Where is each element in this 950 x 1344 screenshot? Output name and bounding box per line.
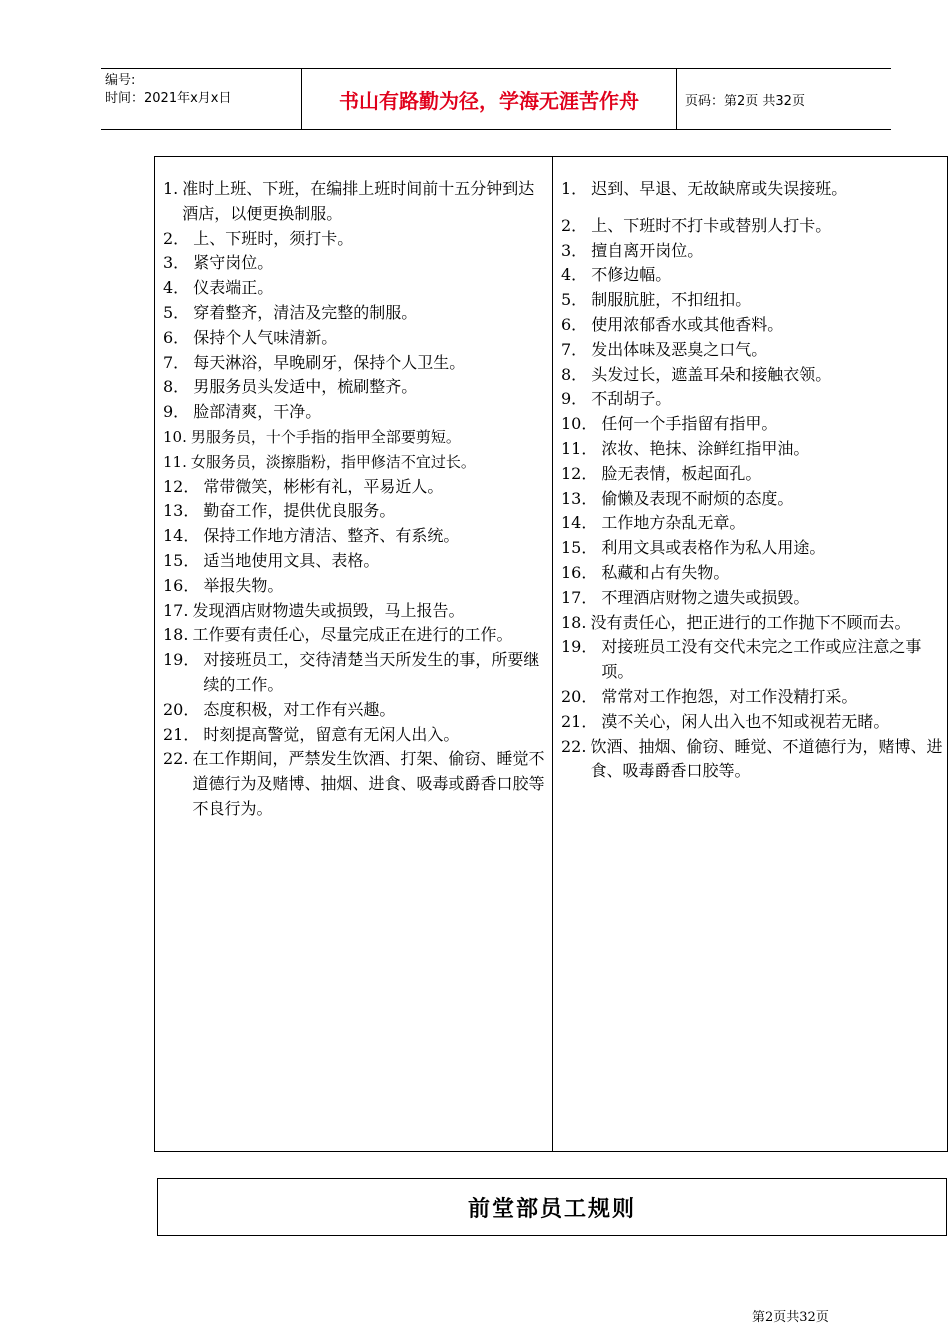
rule-number: 11.: [163, 452, 187, 471]
rule-item: [163, 301, 548, 326]
rule-number: 9．: [163, 402, 190, 422]
rule-text: 迟到、早退、无故缺席或失误接班。: [591, 179, 848, 198]
rule-number: 2．: [561, 215, 588, 235]
rule-text: 上、下班时不打卡或替别人打卡。: [591, 215, 832, 235]
rule-text: 脸无表情，板起面孔。: [601, 463, 762, 483]
rule-text: 对接班员工，交待清楚当天所发生的事，所要继续的工作。: [203, 650, 540, 694]
header-meta: [101, 69, 302, 129]
page-footer: 第2页共32页: [752, 1310, 829, 1325]
rule-number: 10.: [163, 427, 187, 446]
rule-item: [561, 735, 943, 785]
rule-item: [163, 549, 548, 574]
rule-text: 穿着整齐，清洁及完整的制服。: [193, 302, 418, 322]
rule-number: 1.: [163, 179, 179, 198]
page-header: [101, 68, 891, 130]
rules-column-donts: [553, 157, 947, 1151]
rule-text: 男服务员头发适中，梳刷整齐。: [193, 377, 418, 397]
rule-text: 工作要有责任心，尽量完成正在进行的工作。: [192, 625, 513, 645]
rule-number: 14．: [163, 526, 200, 546]
rule-text: 保持工作地方清洁、整齐、有系统。: [203, 526, 460, 546]
rule-text: 没有责任心，把正进行的工作抛下不顾而去。: [590, 612, 911, 632]
rule-item: [163, 599, 548, 624]
rule-number: 7．: [163, 352, 190, 372]
rule-text: 不理酒店财物之遗失或损毁。: [601, 587, 810, 607]
rule-number: 3．: [561, 240, 588, 260]
rule-text: 私藏和占有失物。: [601, 562, 730, 582]
rule-text: 常带微笑，彬彬有礼，平易近人。: [203, 476, 444, 496]
rule-number: 15．: [561, 538, 598, 558]
rule-item: [561, 288, 943, 313]
rule-number: 2．: [163, 228, 190, 248]
rule-text: 漠不关心，闲人出入也不知或视若无睹。: [601, 711, 890, 731]
rule-item: [163, 648, 548, 698]
rule-number: 11．: [561, 438, 598, 458]
rule-item: [561, 611, 943, 636]
rule-item: [561, 214, 943, 239]
rule-number: 4．: [163, 278, 190, 298]
rule-item: [561, 177, 943, 202]
rule-item: [561, 487, 943, 512]
rule-item: [163, 623, 548, 648]
rule-number: 8．: [561, 364, 588, 384]
rule-text: 紧守岗位。: [193, 253, 274, 273]
rule-item: [163, 524, 548, 549]
rule-text: 保持个人气味清新。: [193, 327, 338, 347]
header-slogan: 书山有路勤为径，学海无涯苦作舟: [302, 69, 677, 129]
rule-item: [163, 723, 548, 748]
rule-item: [561, 635, 943, 685]
rule-text: 上、下班时，须打卡。: [193, 228, 354, 248]
rule-text: 浓妆、艳抹、涂鲜红指甲油。: [601, 438, 810, 458]
rule-item: [561, 462, 943, 487]
rule-item: [561, 387, 943, 412]
rule-text: 每天淋浴，早晚刷牙，保持个人卫生。: [193, 352, 466, 372]
rule-number: 19．: [561, 637, 598, 657]
rule-item: [561, 710, 943, 735]
rule-number: 10．: [561, 414, 598, 434]
rule-text: 时刻提高警觉，留意有无闲人出入。: [203, 724, 460, 744]
rule-number: 17．: [561, 587, 598, 607]
rule-item: [163, 499, 548, 524]
rule-text: 举报失物。: [203, 575, 284, 595]
rule-number: 17.: [163, 600, 189, 620]
rule-number: 4．: [561, 265, 588, 285]
rule-text: 发现酒店财物遗失或损毁，马上报告。: [192, 600, 465, 620]
rule-item: [561, 685, 943, 710]
rule-number: 16．: [163, 575, 200, 595]
rule-text: 不修边幅。: [591, 265, 672, 285]
rule-text: 擅自离开岗位。: [591, 240, 704, 260]
rule-number: 13．: [561, 488, 598, 508]
rule-text: 利用文具或表格作为私人用途。: [601, 538, 826, 558]
rule-text: 偷懒及表现不耐烦的态度。: [601, 488, 794, 508]
rule-number: 21．: [163, 724, 200, 744]
rule-item: [163, 450, 548, 475]
rule-item: [561, 239, 943, 264]
rule-text: 女服务员，淡擦脂粉，指甲修洁不宜过长。: [190, 452, 476, 471]
rule-number: 9．: [561, 389, 588, 409]
rule-number: 22.: [561, 736, 587, 756]
rule-text: 头发过长，遮盖耳朵和接触衣领。: [591, 364, 832, 384]
rule-item: [561, 561, 943, 586]
time-label: 时间：2021年x月x日: [105, 91, 232, 106]
rule-number: 12．: [561, 463, 598, 483]
rule-item: [163, 425, 548, 450]
rule-text: 男服务员，十个手指的指甲全部要剪短。: [190, 427, 461, 446]
rule-number: 18.: [561, 612, 587, 632]
rule-number: 8．: [163, 377, 190, 397]
rule-item: [163, 227, 548, 252]
rule-number: 18.: [163, 625, 189, 645]
rule-number: 22.: [163, 749, 189, 769]
rule-number: 16．: [561, 562, 598, 582]
rule-number: 20．: [163, 699, 200, 719]
rule-item: [561, 511, 943, 536]
row-spacer: [561, 202, 943, 214]
rule-item: [561, 586, 943, 611]
rule-number: 5．: [561, 290, 588, 310]
rule-item: [561, 363, 943, 388]
rule-text: 勤奋工作，提供优良服务。: [203, 501, 396, 521]
rule-text: 仪表端正。: [193, 278, 274, 298]
rule-item: [163, 475, 548, 500]
rule-text: 常常对工作抱怨，对工作没精打采。: [601, 686, 858, 706]
rule-number: 3．: [163, 253, 190, 273]
rule-item: [561, 263, 943, 288]
rule-text: 准时上班、下班，在编排上班时间前十五分钟到达酒店，以便更换制服。: [182, 179, 535, 223]
rule-item: [163, 400, 548, 425]
number-label: 编号:: [105, 73, 136, 88]
rule-text: 不刮胡子。: [591, 389, 672, 409]
rule-item: [163, 326, 548, 351]
rule-number: 14．: [561, 513, 598, 533]
rule-number: 13．: [163, 501, 200, 521]
rule-text: 态度积极，对工作有兴趣。: [203, 699, 396, 719]
rule-text: 制服肮脏，不扣纽扣。: [591, 290, 752, 310]
rule-number: 19．: [163, 650, 200, 670]
rule-text: 饮酒、抽烟、偷窃、睡觉、不道德行为，赌博、进食、吸毒爵香口胶等。: [590, 736, 943, 781]
rule-text: 在工作期间，严禁发生饮酒、打架、偷窃、睡觉不道德行为及赌博、抽烟、进食、吸毒或爵香口胶等不良行为。: [192, 749, 545, 818]
rule-text: 发出体味及恶臭之口气。: [591, 339, 768, 359]
rule-item: [561, 412, 943, 437]
rule-item: [163, 375, 548, 400]
rule-item: [561, 437, 943, 462]
rule-number: 6．: [561, 314, 588, 334]
rule-text: 工作地方杂乱无章。: [601, 513, 746, 533]
section-title: 前堂部员工规则: [157, 1178, 947, 1236]
rule-item: [163, 574, 548, 599]
rule-number: 1．: [561, 179, 588, 198]
rule-text: 适当地使用文具、表格。: [203, 550, 380, 570]
rule-item: [561, 313, 943, 338]
rule-number: 20．: [561, 686, 598, 706]
rule-text: 对接班员工没有交代未完之工作或应注意之事项。: [601, 637, 922, 682]
rule-item: [163, 698, 548, 723]
rule-number: 15．: [163, 550, 200, 570]
rule-text: 使用浓郁香水或其他香料。: [591, 314, 784, 334]
rule-item: [163, 276, 548, 301]
rule-item: [561, 536, 943, 561]
rule-item: [561, 338, 943, 363]
rule-number: 21．: [561, 711, 598, 731]
rules-column-dos: [155, 157, 553, 1151]
rule-number: 12．: [163, 476, 200, 496]
rule-item: [163, 177, 548, 227]
rules-table: [154, 156, 948, 1152]
rule-number: 6．: [163, 327, 190, 347]
rule-item: [163, 351, 548, 376]
rule-text: 任何一个手指留有指甲。: [601, 414, 778, 434]
rule-item: [163, 251, 548, 276]
rule-number: 5．: [163, 302, 190, 322]
rule-item: [163, 747, 548, 821]
rule-number: 7．: [561, 339, 588, 359]
header-page-info: 页码：第2页 共32页: [685, 93, 805, 109]
rule-text: 脸部清爽，干净。: [193, 402, 322, 422]
